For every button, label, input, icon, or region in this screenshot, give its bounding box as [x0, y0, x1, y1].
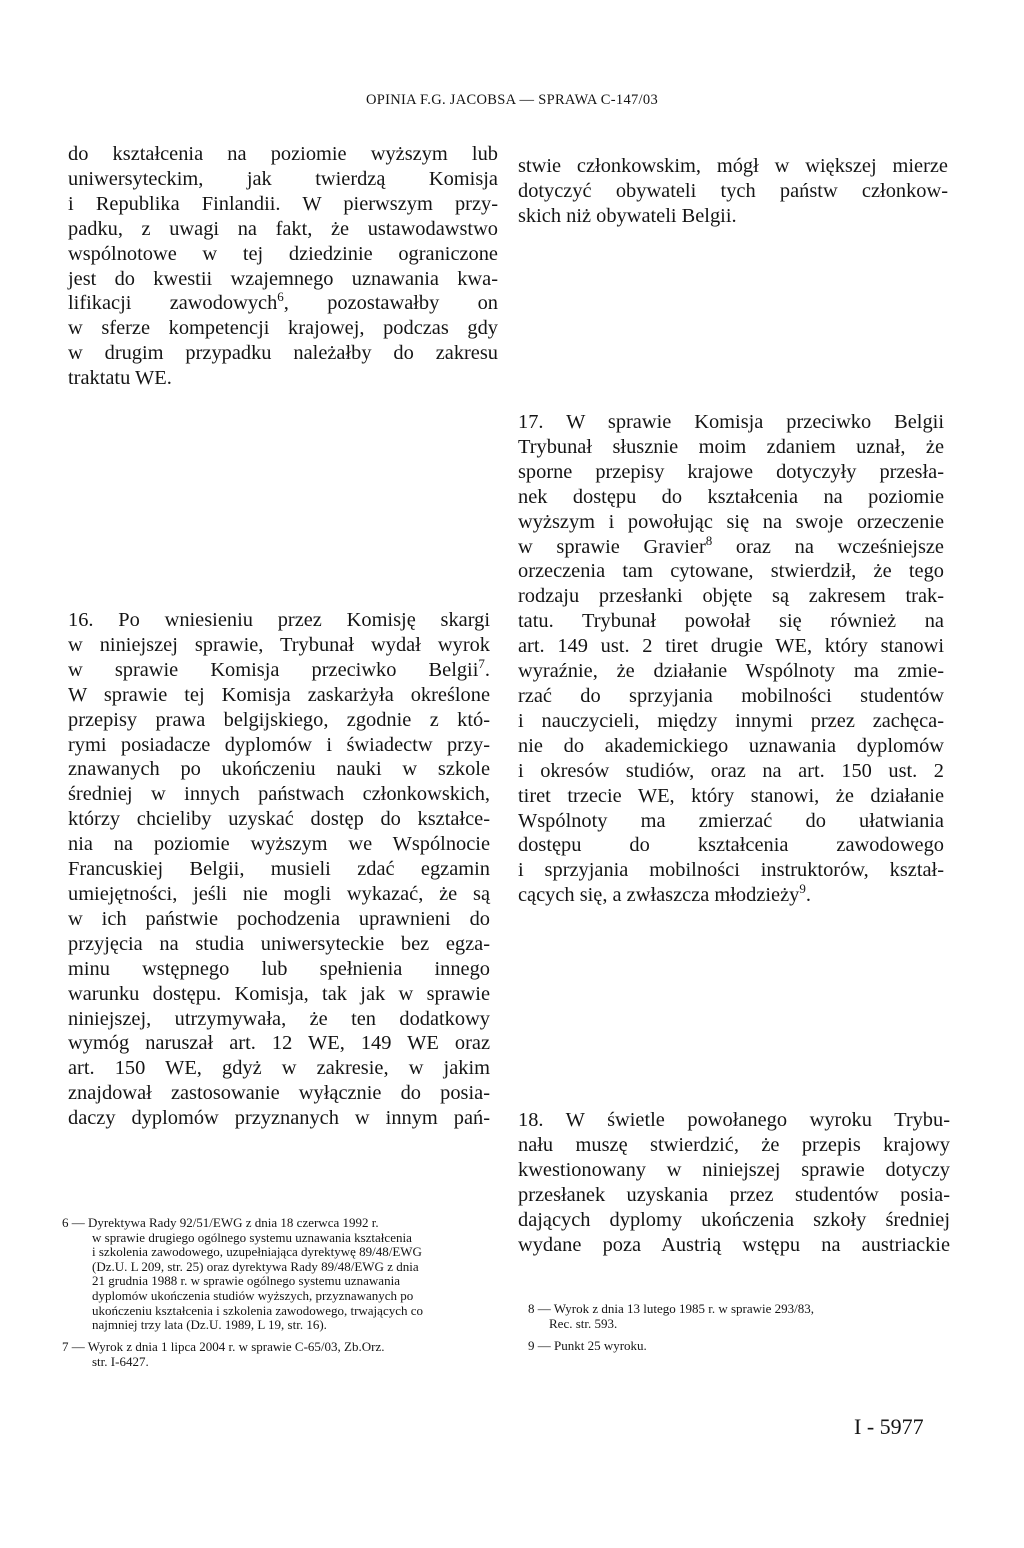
text-line: tiret trzecie WE, który stanowi, że działanie	[518, 784, 944, 807]
text-line: padku, z uwagi na fakt, że ustawodawstwo	[68, 217, 498, 240]
text-line: art. 150 WE, gdyż w zakresie, w jakim	[68, 1057, 490, 1080]
text-line: w drugim przypadku należałby do zakresu	[68, 342, 498, 365]
text-fragment: .	[805, 884, 811, 907]
footnote-6	[62, 1216, 486, 1333]
text-fragment: w sprawie Komisja przeciwko Belgii	[68, 658, 479, 681]
footnote-line: 7 — Wyrok z dnia 1 lipca 2004 r. w sprawie C-65/03, Zb.Orz.	[62, 1339, 385, 1354]
text-fragment: oraz na wcześniejsze	[712, 535, 944, 558]
text-line: do kształcenia na poziomie wyższym lub	[68, 143, 498, 165]
paragraph-16	[68, 608, 490, 1131]
footnote-9	[528, 1339, 948, 1354]
text-line: przyjęcia na studia uniwersyteckie bez egza-	[68, 932, 490, 955]
text-line: kwestionowany w niniejszej sprawie dotyczy	[518, 1158, 950, 1181]
text-line: niniejszej, utrzymywała, że ten dodatkowy	[68, 1007, 490, 1030]
footnote-line: w sprawie drugiego ogólnego systemu uznawania kształcenia	[92, 1229, 412, 1245]
text-line: znajdował zastosowanie wyłącznie do posia-	[68, 1082, 490, 1105]
footnote-line: Rec. str. 593.	[549, 1315, 618, 1331]
footnote-ref-6: 6	[277, 289, 284, 305]
text-line: i okresów studiów, oraz na art. 150 ust. 2	[518, 759, 944, 782]
text-line: znawanych po ukończeniu nauki w szkole	[68, 758, 490, 781]
text-line: rymi posiadacze dyplomów i świadectw przy-	[68, 733, 490, 756]
text-line: uniwersyteckim, jak twierdzą Komisja	[68, 167, 498, 190]
text-line: nie do akademickiego uznawania dyplomów	[518, 734, 944, 757]
text-line: dających dyplomy ukończenia szkoły średniej	[518, 1208, 950, 1231]
text-line: i sprzyjania mobilności instruktorów, kształ-	[518, 859, 944, 882]
text-line: w sferze kompetencji krajowej, podczas gdy	[68, 317, 498, 340]
text-line: nału muszę stwierdzić, że przepis krajowy	[518, 1133, 950, 1156]
text-line: wymóg naruszał art. 12 WE, 149 WE oraz	[68, 1032, 490, 1055]
text-line: skich niż obywateli Belgii.	[518, 204, 737, 227]
footnote-line: 21 grudnia 1988 r. w sprawie ogólnego systemu uznawania	[92, 1273, 400, 1289]
text-fragment: w sprawie Gravier	[518, 535, 706, 558]
text-line: Trybunał słusznie moim zdaniem uznał, że	[518, 435, 944, 458]
footnote-line: najmniej trzy lata (Dz.U. 1989, L 19, str. 16).	[92, 1317, 327, 1333]
text-line: Wspólnoty ma zmierzać do ułatwiania	[518, 809, 944, 832]
footnote-line: (Dz.U. L 209, str. 25) oraz dyrektywa Rady 89/48/EWG z dnia	[92, 1258, 419, 1274]
text-line: i nauczycieli, między innymi przez zachęca-	[518, 709, 944, 732]
text-line: tatu. Trybunał powołał się również na	[518, 610, 944, 633]
paragraph-17	[518, 410, 944, 908]
footnote-line: ukończeniu kształcenia i szkolenia zawodowego, trwających co	[92, 1302, 423, 1318]
text-line: minu wstępnego lub spełnienia innego	[68, 957, 490, 980]
text-line-with-footnote-ref	[68, 291, 498, 316]
text-line: dotyczyć obywateli tych państw członkow-	[518, 179, 948, 202]
text-line: średniej w innych państwach członkowskich,	[68, 783, 490, 806]
paragraph-18	[518, 1108, 950, 1257]
text-line: rodzaju przesłanki objęte są zakresem trak-	[518, 585, 944, 608]
text-fragment: .	[484, 658, 490, 681]
text-line: stwie członkowskim, mógł w większej mierze	[518, 155, 948, 177]
footnote-ref-8: 8	[705, 532, 713, 548]
footnote-ref-7: 7	[478, 655, 485, 671]
text-fragment: lifikacji zawodowych	[68, 292, 278, 315]
text-line: jest do kwestii wzajemnego uznawania kwa-	[68, 267, 498, 290]
footnote-line: dyplomów ukończenia studiów wyższych, przyznawanych po	[92, 1287, 414, 1303]
text-line: wspólnotowe w tej dziedzinie ograniczone	[68, 242, 498, 265]
text-line: wyższym i powołując się na swoje orzeczenie	[518, 510, 944, 533]
footnote-line: 6 — Dyrektywa Rady 92/51/EWG z dnia 18 czerwca 1992 r.	[62, 1215, 379, 1230]
text-line: i Republika Finlandii. W pierwszym przy-	[68, 192, 498, 215]
text-line: art. 149 ust. 2 tiret drugie WE, który stanowi	[518, 635, 944, 658]
text-line: warunku dostępu. Komisja, tak jak w sprawie	[68, 982, 490, 1005]
text-line: 16. Po wniesieniu przez Komisję skargi	[68, 609, 490, 631]
text-line: 17. W sprawie Komisja przeciwko Belgii	[518, 411, 944, 433]
text-line: nia na poziomie wyższym we Wspólnocie	[68, 833, 490, 856]
text-fragment: cących się, a zwłaszcza młodzieży	[518, 884, 800, 907]
text-line: w ich państwie pochodzenia uprawnieni do	[68, 907, 490, 930]
text-line: wydane poza Austrią wstępu na austriackie	[518, 1233, 950, 1256]
running-header: OPINIA F.G. JACOBSA — SPRAWA C-147/03	[366, 92, 658, 108]
text-fragment: , pozostawałby on	[283, 292, 498, 315]
text-line: którzy chcieliby uzyskać dostęp do kształce-	[68, 808, 490, 831]
text-line: przepisy prawa belgijskiego, zgodnie z któ-	[68, 708, 490, 731]
text-line: traktatu WE.	[68, 367, 172, 390]
text-line: daczy dyplomów przyznanych w innym pań-	[68, 1107, 490, 1130]
footnote-ref-9: 9	[799, 881, 806, 897]
text-line-with-footnote-ref	[68, 655, 490, 683]
footnote-7	[62, 1340, 486, 1369]
text-line: W sprawie tej Komisja zaskarżyła określone	[68, 683, 490, 706]
right-paragraph-continued	[518, 154, 948, 229]
text-line: rzać do sprzyjania mobilności studentów	[518, 684, 944, 707]
text-line: wyraźnie, że działanie Wspólnoty ma zmie-	[518, 660, 944, 683]
text-line: nek dostępu do kształcenia na poziomie	[518, 485, 944, 508]
text-line: orzeczenia tam cytowane, stwierdził, że tego	[518, 560, 944, 583]
footnote-line: str. I-6427.	[92, 1353, 149, 1369]
text-line: Francuskiej Belgii, musieli zdać egzamin	[68, 858, 490, 881]
text-line: w niniejszej sprawie, Trybunał wydał wyrok	[68, 633, 490, 656]
text-line: przesłanek uzyskania przez studentów posia-	[518, 1183, 950, 1206]
left-paragraph-continued	[68, 142, 498, 391]
text-line: sporne przepisy krajowe dotyczyły przesła-	[518, 460, 944, 483]
footnote-line: 9 — Punkt 25 wyroku.	[528, 1338, 647, 1353]
text-line: 18. W świetle powołanego wyroku Trybu-	[518, 1109, 950, 1131]
text-line-with-footnote-ref	[518, 532, 944, 560]
text-line: umiejętności, jeśli nie mogli wykazać, że są	[68, 882, 490, 905]
text-line: dostępu do kształcenia zawodowego	[518, 834, 944, 857]
footnote-line: 8 — Wyrok z dnia 13 lutego 1985 r. w sprawie 293/83,	[528, 1301, 815, 1316]
text-line-with-footnote-ref	[518, 883, 944, 908]
page-number: I - 5977	[854, 1414, 924, 1439]
footnote-line: i szkolenia zawodowego, uzupełniająca dyrektywę 89/48/EWG	[92, 1244, 422, 1260]
footnote-8	[528, 1302, 948, 1331]
